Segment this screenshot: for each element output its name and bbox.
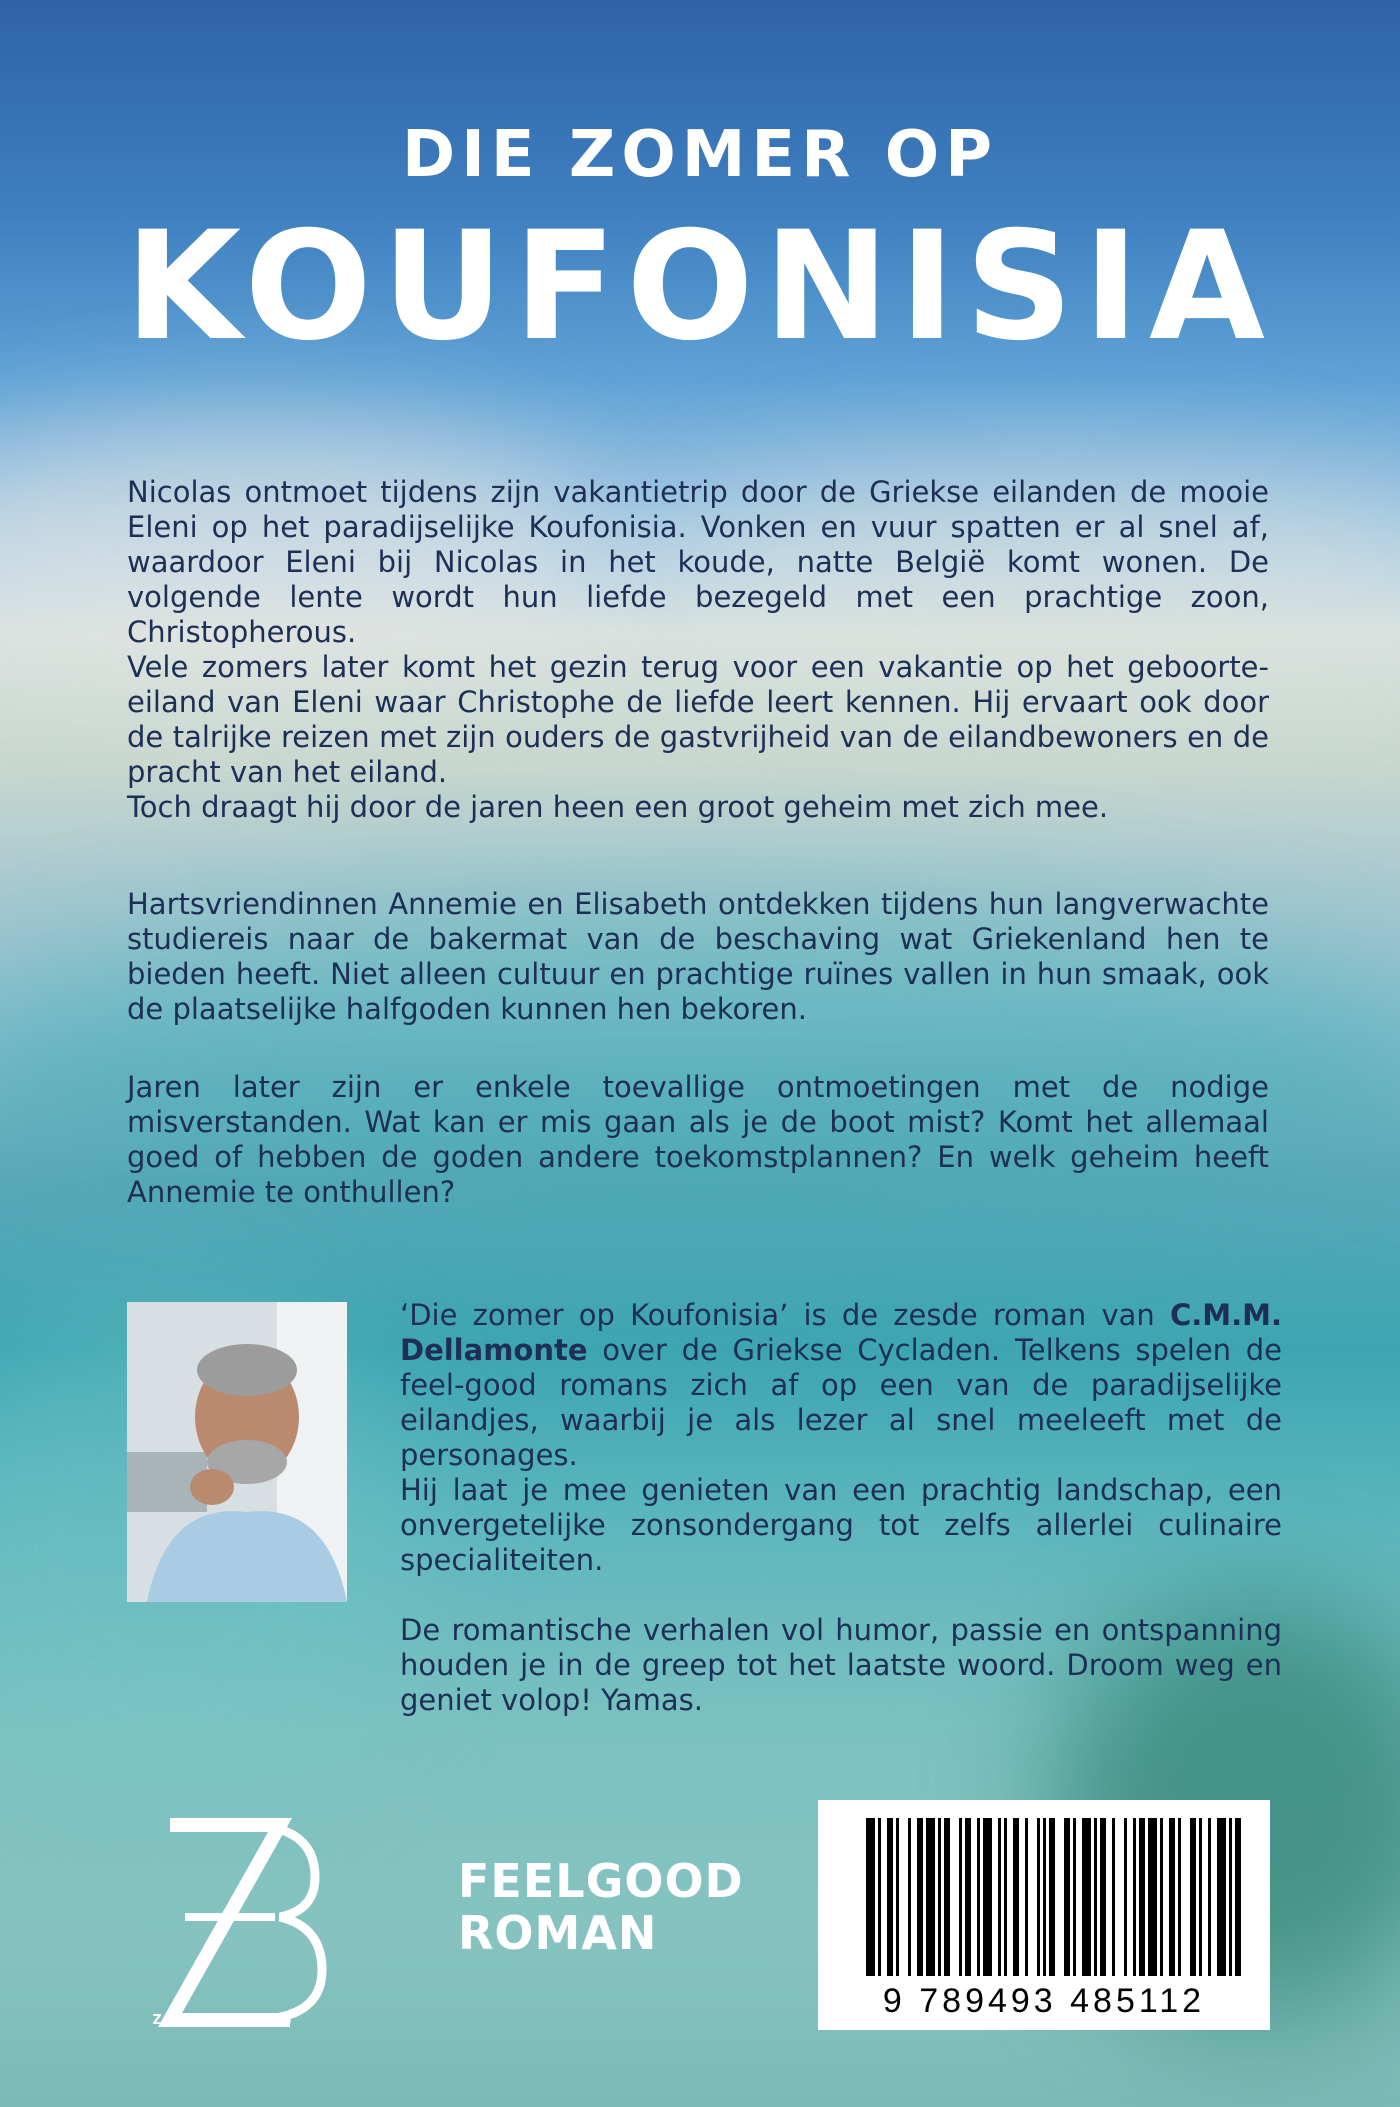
blurb-paragraph: Jaren later zijn er enkele toevallige ontmoetingen met de nodige misverstanden. Wat kan er mis gaan als je de boot mist? Komt het allemaal goed of hebben de goden andere toekomstplannen? En welk geheim heeft Annemie te onthullen? (127, 1070, 1269, 1209)
genre-label (458, 1855, 744, 1959)
blurb-section-2 (127, 887, 1269, 1027)
title-line-2: KOUFONISIA (124, 200, 1276, 374)
blurb-paragraph: Hartsvriendinnen Annemie en Elisabeth ontdekken tijdens hun langverwachte studiereis naar de bakermat van de beschaving wat Griekenland hen te bieden heeft. Niet alleen cultuur en prachtige ruïnes vallen in hun smaak, ook de plaatselijke halfgoden kunnen hen bekoren. (127, 887, 1269, 1026)
barcode-bar (1112, 1818, 1115, 1976)
title-line-1: DIE ZOMER OP (401, 118, 999, 192)
barcode-bar (1004, 1818, 1007, 1976)
author-bio-spacer (400, 1578, 1282, 1613)
barcode-bar (1037, 1818, 1040, 1976)
author-bio (400, 1298, 1282, 1718)
barcode-bars (818, 1800, 1270, 1980)
barcode-bar (944, 1818, 950, 1976)
blurb-section-1 (127, 475, 1269, 825)
blurb-paragraph: Toch draagt hij door de jaren heen een groot geheim met zich mee. (127, 790, 1109, 824)
isbn-number: 9 789493 485112 (882, 1982, 1206, 2020)
barcode-bar (1133, 1818, 1136, 1976)
barcode-bar (878, 1818, 881, 1976)
barcode-bar (965, 1818, 971, 1976)
barcode-bar (866, 1818, 875, 1976)
blurb-paragraph: Vele zomers later komt het gezin terug voor een vakantie op het geboorte-eiland van Eleni waar Christophe de liefde leert kennen. Hij ervaart ook door de talrijke reizen met zijn ouders de gastvrijheid van de eilandbewoners en de pracht van het eiland. (127, 650, 1269, 789)
barcode-bar (908, 1818, 911, 1976)
barcode-bar (983, 1818, 992, 1976)
author-portrait-image (127, 1302, 347, 1602)
publisher-name: ZORSBOOKS (152, 2013, 298, 2028)
author-bio-paragraph: Hij laat je mee genieten van een prachtig landschap, een onvergetelijke zonsondergang tot zelfs allerlei culinaire specialiteiten. (400, 1473, 1282, 1577)
blurb-paragraph: Nicolas ontmoet tijdens zijn vakantietrip door de Griekse eilanden de mooie Eleni op het paradijselijke Koufonisia. Vonken en vuur spatten er al snel af, waardoor Eleni bij Nicolas in het koude, natte België komt wonen. De volgende lente wordt hun liefde bezegeld met een prachtige zoon, Christopherous. (127, 475, 1269, 649)
blurb-section-3 (127, 1070, 1269, 1210)
author-bio-paragraph: De romantische verhalen vol humor, passie en ontspanning houden je in de greep tot het laatste woord. Droom weg en geniet volop! Yamas. (400, 1613, 1282, 1717)
barcode-bar (1217, 1818, 1226, 1976)
author-bio-text: ‘Die zomer op Koufonisia’ is de zesde roman van (400, 1298, 1170, 1332)
barcode-bar (1064, 1818, 1070, 1976)
barcode-bar (887, 1818, 893, 1976)
isbn-barcode (818, 1800, 1270, 2030)
barcode-bar (1148, 1818, 1157, 1976)
barcode-bar (1190, 1818, 1196, 1976)
genre-line-2: ROMAN (458, 1906, 658, 1960)
barcode-bar (1178, 1818, 1181, 1976)
barcode-bar (1160, 1818, 1163, 1976)
barcode-bar (1094, 1818, 1097, 1976)
barcode-bar (1139, 1818, 1145, 1976)
zorsbooks-logo (150, 1805, 330, 2035)
barcode-bar (959, 1818, 962, 1976)
barcode-bar (926, 1818, 935, 1976)
barcode-bar (1025, 1818, 1028, 1976)
barcode-bar (998, 1818, 1001, 1976)
genre-line-1: FEELGOOD (458, 1854, 744, 1908)
author-bio-text: over de Griekse Cycladen. Telkens spelen de feel-good romans zich af op een van de paradijselijke eilandjes, waarbij je als lezer al snel meeleeft met de personages. (400, 1333, 1282, 1472)
barcode-bar (1199, 1818, 1202, 1976)
barcode-bar (1124, 1818, 1127, 1976)
barcode-bar (1208, 1818, 1211, 1976)
barcode-bar (1169, 1818, 1175, 1976)
barcode-bar (1073, 1818, 1076, 1976)
barcode-bar (938, 1818, 941, 1976)
author-name: C.M.M. Dellamonte (400, 1298, 1282, 1367)
barcode-bar (977, 1818, 980, 1976)
barcode-bar (896, 1818, 899, 1976)
barcode-bar (1049, 1818, 1055, 1976)
barcode-bar (1043, 1818, 1046, 1976)
author-bio-paragraph (400, 1298, 1282, 1473)
barcode-bar (917, 1818, 923, 1976)
barcode-bar (1013, 1818, 1019, 1976)
barcode-bar (1082, 1818, 1091, 1976)
barcode-bar (1100, 1818, 1106, 1976)
author-photo (127, 1302, 347, 1602)
barcode-bar (1229, 1818, 1232, 1976)
barcode-bar (1235, 1818, 1241, 1976)
